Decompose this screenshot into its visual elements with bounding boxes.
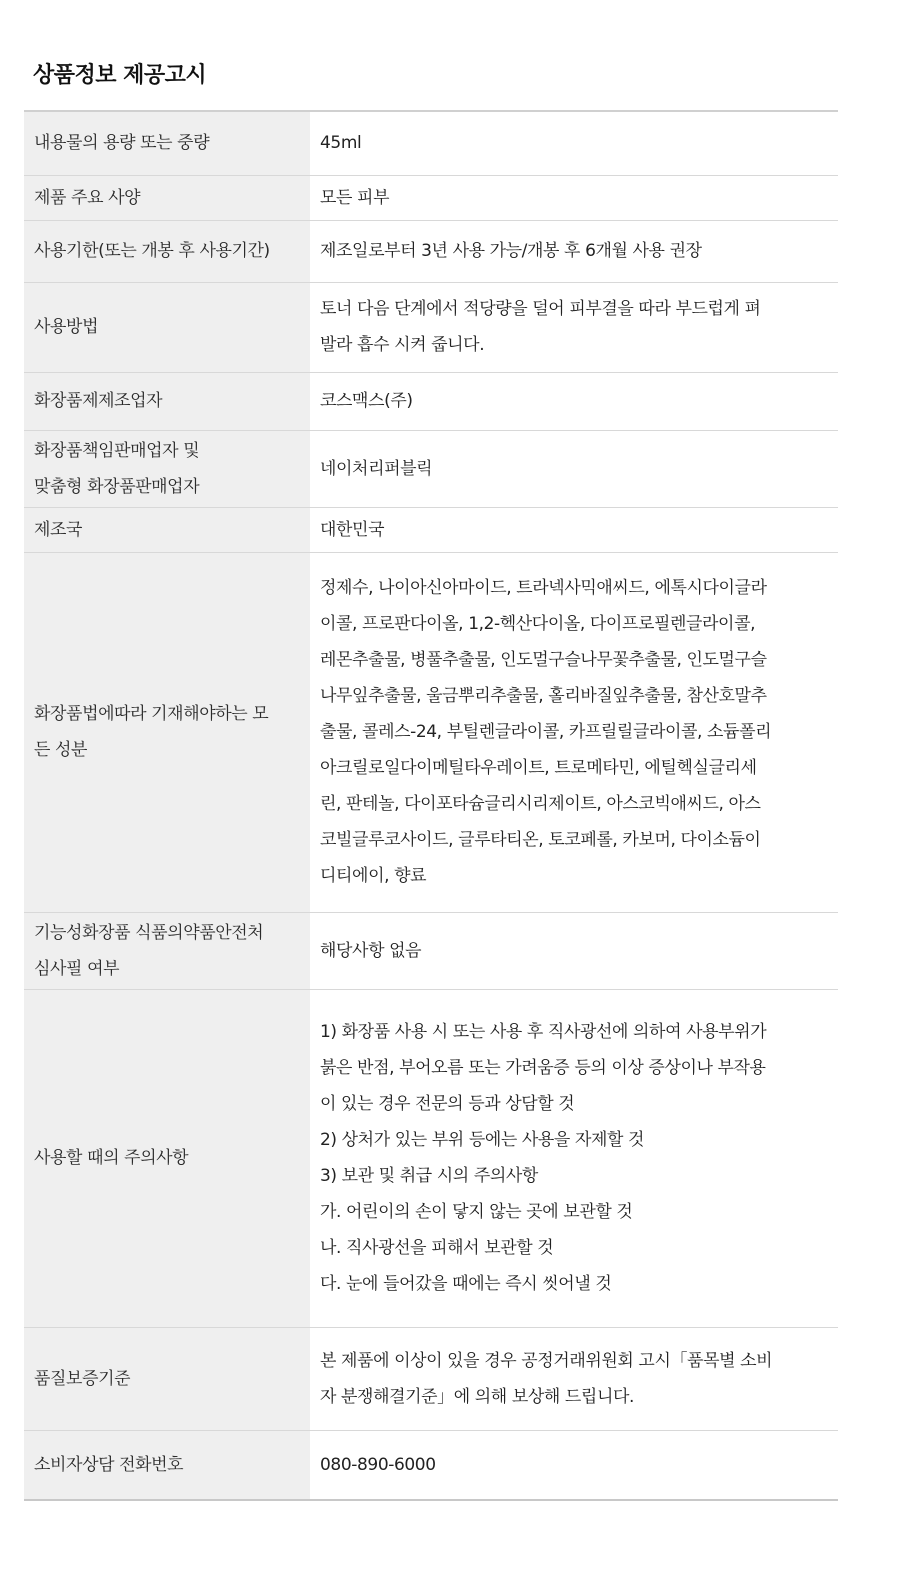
table-row [24, 1430, 838, 1500]
row-value: 45ml [310, 111, 838, 175]
table-row [24, 282, 838, 372]
row-label: 사용기한(또는 개봉 후 사용기간) [24, 220, 310, 282]
row-value: 코스맥스(주) [310, 372, 838, 430]
table-row [24, 372, 838, 430]
table-row [24, 1327, 838, 1430]
table-row [24, 912, 838, 989]
table-row [24, 552, 838, 912]
row-value: 080-890-6000 [310, 1430, 838, 1500]
row-label: 화장품책임판매업자 및 맞춤형 화장품판매업자 [24, 430, 310, 507]
row-label: 사용방법 [24, 282, 310, 372]
row-value: 모든 피부 [310, 175, 838, 220]
product-info-table [24, 110, 838, 1501]
row-value: 정제수, 나이아신아마이드, 트라넥사믹애씨드, 에톡시다이글라 이콜, 프로판다이올, 1,2-헥산다이올, 다이프로필렌글라이콜, 레몬추출물, 병풀추출물, 인도멀구슬나무꽃추출물, 인도멀구슬 나무잎추출물, 울금뿌리추출물, 홀리바질잎추출물, 참산호말추 출물, 콜레스-24, 부틸렌글라이콜, 카프릴릴글라이콜, 소듐폴리 아크릴로일다이메틸타우레이트, 트로메타민, 에틸헥실글리세 린, 판테놀, 다이포타슘글리시리제이트, 아스코빅애씨드, 아스 코빌글루코사이드, 글루타티온, 토코페롤, 카보머, 다이소듐이 디티에이, 향료 [310, 552, 838, 912]
table-row [24, 175, 838, 220]
row-value: 본 제품에 이상이 있을 경우 공정거래위원회 고시「품목별 소비 자 분쟁해결기준」에 의해 보상해 드립니다. [310, 1327, 838, 1430]
page-title: 상품정보 제공고시 [33, 63, 207, 88]
table-row [24, 989, 838, 1327]
row-label: 기능성화장품 식품의약품안전처 심사필 여부 [24, 912, 310, 989]
row-label: 사용할 때의 주의사항 [24, 989, 310, 1327]
row-label: 제조국 [24, 507, 310, 552]
row-value: 대한민국 [310, 507, 838, 552]
row-label: 소비자상담 전화번호 [24, 1430, 310, 1500]
table-row [24, 507, 838, 552]
table-row [24, 220, 838, 282]
row-value: 네이처리퍼블릭 [310, 430, 838, 507]
table-row [24, 111, 838, 175]
row-label: 제품 주요 사양 [24, 175, 310, 220]
row-label: 내용물의 용량 또는 중량 [24, 111, 310, 175]
row-value: 토너 다음 단계에서 적당량을 덜어 피부결을 따라 부드럽게 펴 발라 흡수 시켜 줍니다. [310, 282, 838, 372]
row-value: 제조일로부터 3년 사용 가능/개봉 후 6개월 사용 권장 [310, 220, 838, 282]
row-label: 품질보증기준 [24, 1327, 310, 1430]
row-value: 해당사항 없음 [310, 912, 838, 989]
row-label: 화장품법에따라 기재해야하는 모 든 성분 [24, 552, 310, 912]
row-value: 1) 화장품 사용 시 또는 사용 후 직사광선에 의하여 사용부위가 붉은 반점, 부어오름 또는 가려움증 등의 이상 증상이나 부작용 이 있는 경우 전문의 등과 상담할 것 2) 상처가 있는 부위 등에는 사용을 자제할 것 3) 보관 및 취급 시의 주의사항 가. 어린이의 손이 닿지 않는 곳에 보관할 것 나. 직사광선을 피해서 보관할 것 다. 눈에 들어갔을 때에는 즉시 씻어낼 것 [310, 989, 838, 1327]
table-row [24, 430, 838, 507]
row-label: 화장품제제조업자 [24, 372, 310, 430]
